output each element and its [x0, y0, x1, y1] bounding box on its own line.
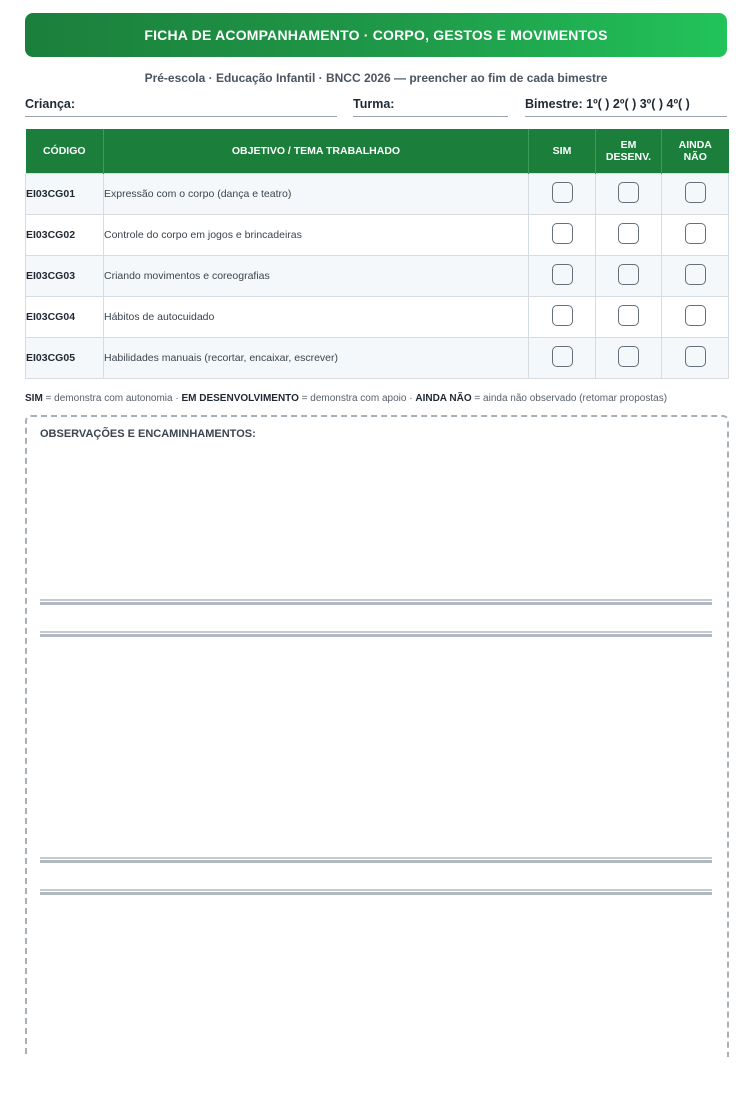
- em-desenv-checkbox[interactable]: [618, 264, 639, 285]
- legend-ainda-term: AINDA NÃO: [415, 393, 472, 404]
- sim-checkbox[interactable]: [552, 264, 573, 285]
- row-code: EI03CG02: [26, 215, 104, 256]
- writing-line: [40, 599, 712, 605]
- ainda-nao-checkbox[interactable]: [685, 264, 706, 285]
- header-em-desenv: [596, 129, 662, 174]
- table-row: [26, 256, 729, 297]
- header-ainda-nao: [662, 129, 729, 174]
- table-row: [26, 174, 729, 215]
- header-sim: SIM: [529, 129, 596, 174]
- row-code: EI03CG01: [26, 174, 104, 215]
- legend-em-term: EM DESENVOLVIMENTO: [181, 393, 299, 404]
- sim-checkbox[interactable]: [552, 223, 573, 244]
- legend-sim-term: SIM: [25, 393, 43, 404]
- row-code: EI03CG04: [26, 297, 104, 338]
- sim-checkbox[interactable]: [552, 305, 573, 326]
- header-ainda-nao-line2: NÃO: [683, 151, 707, 163]
- writing-line: [40, 857, 712, 863]
- writing-line: [40, 889, 712, 895]
- row-objective: Criando movimentos e coreografias: [104, 256, 529, 297]
- row-objective: Hábitos de autocuidado: [104, 297, 529, 338]
- turma-line[interactable]: [353, 116, 508, 117]
- crianca-line[interactable]: [25, 116, 337, 117]
- legend-em-desc: = demonstra com apoio ·: [298, 393, 416, 404]
- sim-checkbox[interactable]: [552, 182, 573, 203]
- em-desenv-checkbox[interactable]: [618, 346, 639, 367]
- page-title: FICHA DE ACOMPANHAMENTO · CORPO, GESTOS E MOVIMENTOS: [144, 27, 608, 43]
- ainda-nao-checkbox[interactable]: [685, 305, 706, 326]
- sim-checkbox[interactable]: [552, 346, 573, 367]
- em-desenv-checkbox[interactable]: [618, 305, 639, 326]
- legend-ainda-desc: = ainda não observado (retomar propostas): [471, 393, 668, 404]
- table-row: [26, 338, 729, 379]
- header-code: CÓDIGO: [26, 129, 104, 174]
- header-em-desenv-line2: DESENV.: [605, 151, 652, 163]
- row-objective: Controle do corpo em jogos e brincadeiras: [104, 215, 529, 256]
- row-objective: Expressão com o corpo (dança e teatro): [104, 174, 529, 215]
- row-objective: Habilidades manuais (recortar, encaixar, escrever): [104, 338, 529, 379]
- em-desenv-checkbox[interactable]: [618, 223, 639, 244]
- legend: [25, 393, 667, 404]
- observations-box[interactable]: [25, 415, 729, 1057]
- header-ainda-nao-line1: AINDA: [678, 139, 712, 151]
- title-banner: [25, 13, 727, 57]
- row-code: EI03CG03: [26, 256, 104, 297]
- turma-label: Turma:: [353, 97, 395, 111]
- legend-sim-desc: = demonstra com autonomia ·: [42, 393, 182, 404]
- row-code: EI03CG05: [26, 338, 104, 379]
- page-subtitle: Pré-escola · Educação Infantil · BNCC 2026 — preencher ao fim de cada bimestre: [144, 71, 608, 85]
- table-header-row: [26, 129, 729, 174]
- bimestre-label: Bimestre: 1º( ) 2º( ) 3º( ) 4º( ): [525, 97, 690, 111]
- table-row: [26, 215, 729, 256]
- writing-line: [40, 631, 712, 637]
- table-row: [26, 297, 729, 338]
- objectives-table: [25, 129, 729, 379]
- observations-title: OBSERVAÇÕES E ENCAMINHAMENTOS:: [40, 428, 256, 440]
- crianca-label: Criança:: [25, 97, 76, 111]
- header-objective: OBJETIVO / TEMA TRABALHADO: [104, 129, 529, 174]
- bimestre-line: [525, 116, 727, 117]
- header-em-desenv-line1: EM: [620, 139, 637, 151]
- em-desenv-checkbox[interactable]: [618, 182, 639, 203]
- ainda-nao-checkbox[interactable]: [685, 346, 706, 367]
- ainda-nao-checkbox[interactable]: [685, 182, 706, 203]
- ainda-nao-checkbox[interactable]: [685, 223, 706, 244]
